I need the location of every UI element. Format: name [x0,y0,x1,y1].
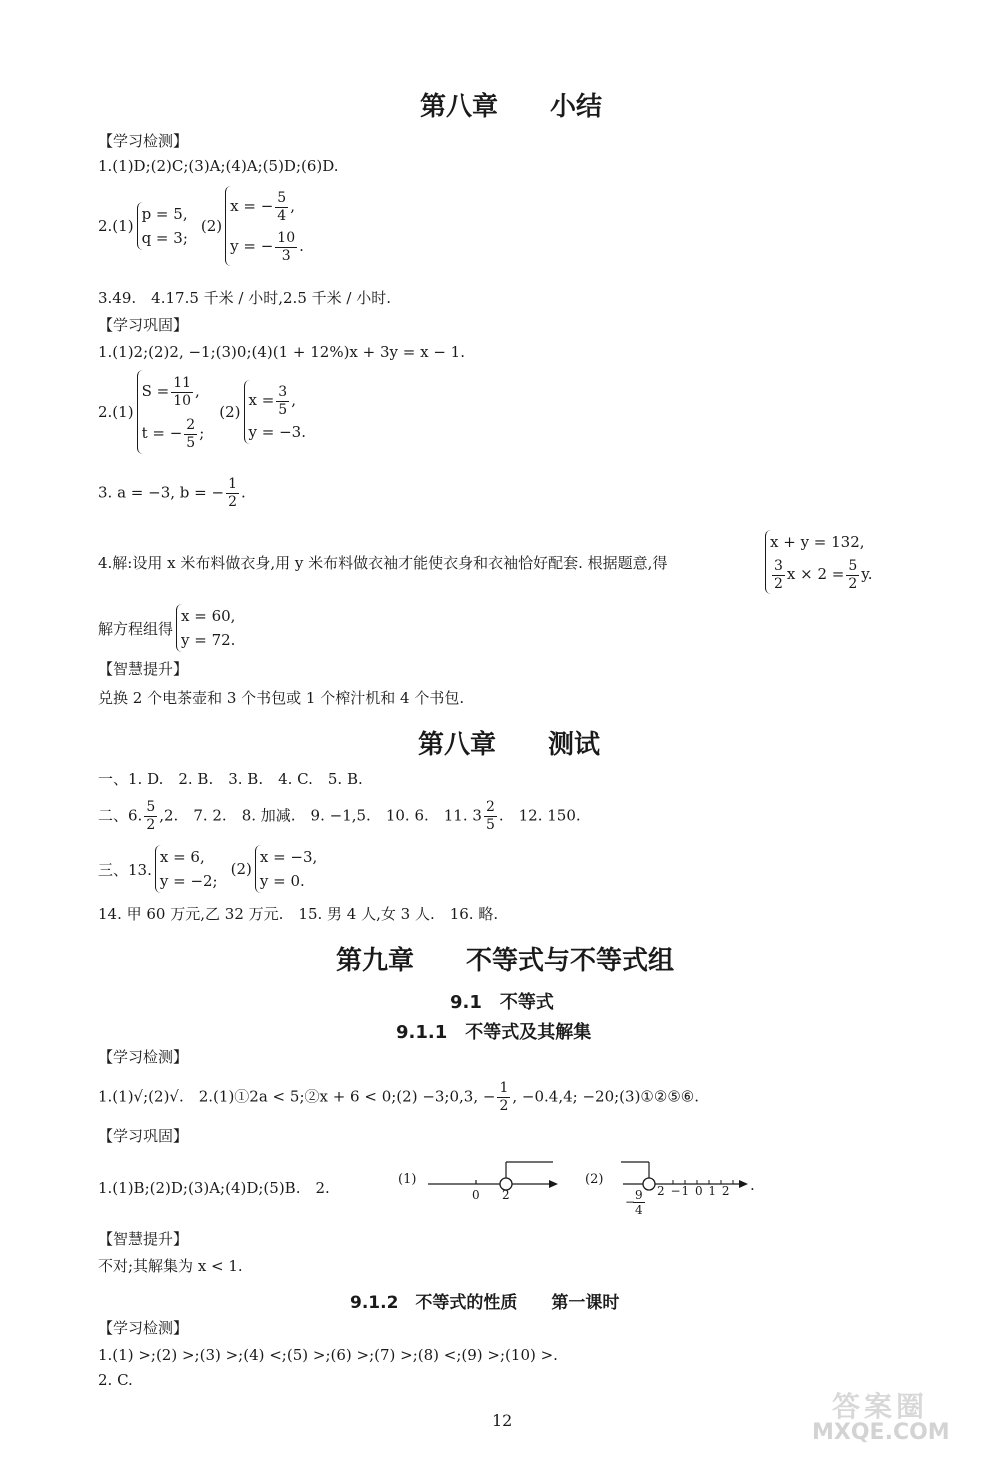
answer-line: 1.(1)D;(2)C;(3)A;(4)A;(5)D;(6)D. [98,157,339,175]
answer-line-systems [98,186,307,266]
section-header-wisdom: 【智慧提升】 [98,660,189,678]
number-line-graphic [398,1150,568,1205]
fraction [184,417,197,452]
equation-text: . [299,237,304,255]
numerator: 5 [848,557,858,574]
equation [770,554,873,594]
answer-line: 兑换 2 个电茶壶和 3 个书包或 1 个榨汁机和 4 个书包. [98,689,465,707]
equation-text: , [290,197,295,215]
number-line-2 [585,1150,765,1225]
equation-system [137,202,188,250]
chapter8-test-title: 第八章 测试 [418,730,601,760]
equation: y = 72. [181,631,236,649]
equation [142,370,205,412]
equation-text: x = − [230,197,274,215]
equation-system [176,604,235,652]
fraction [275,190,288,225]
answer-line [98,1080,699,1115]
denominator: 2 [146,817,156,833]
equation: x = 60, [181,607,236,625]
fraction [275,230,297,265]
equation [142,412,205,454]
equation: x = −3, [259,848,318,866]
chapter8-summary-title: 第八章 小结 [420,92,603,122]
watermark-logo [812,1385,992,1445]
item-label: (2) [219,403,241,421]
equation: y = −2; [159,872,218,890]
item-label: (2) [230,860,252,878]
fraction [171,375,193,410]
answer-line [98,476,246,511]
equation-system [244,380,306,444]
fraction [226,476,239,511]
fraction [772,558,785,593]
denominator: 2 [774,575,783,592]
equation [230,226,304,266]
answer-line: 1.(1)B;(2)D;(3)A;(4)D;(5)B. 2. [98,1179,330,1197]
section-title: 9.1 不等式 [450,992,554,1013]
equation-text: 3. a = −3, b = − [98,483,225,502]
answer-text: . 12. 150. [498,806,581,825]
numerator: 5 [277,189,287,206]
equation: x + y = 132, [770,533,865,551]
answer-line-systems [98,370,309,454]
period: . [750,1176,755,1194]
tick-labels: 2 −1 0 1 2 [657,1184,731,1198]
equation-system [762,530,876,594]
equation-system [225,186,304,266]
equation-text: y. [861,565,873,583]
answer-line: 2. C. [98,1371,133,1389]
denominator: 10 [173,392,192,409]
equation: y = −3. [248,423,306,441]
equation-text: S = [141,382,170,400]
answer-line [98,799,581,834]
denominator: 2 [848,575,858,592]
denominator: 5 [278,401,288,418]
denominator: 2 [499,1098,509,1114]
watermark-cn: 答案圈 [832,1390,929,1423]
equation: q = 3; [141,229,188,247]
answer-line-systems [98,604,238,652]
equation-system [155,845,218,893]
section-header-wisdom: 【智慧提升】 [98,1230,189,1248]
fraction [276,384,289,419]
numerator: 2 [186,416,196,433]
equation-text: , [195,382,200,400]
equation: p = 5, [141,205,188,223]
answer-text: 二、6. [98,806,143,825]
subsection-title: 9.1.2 不等式的性质 第一课时 [350,1293,620,1313]
denominator: 5 [186,434,196,451]
equation-text: ; [199,424,205,442]
equation [230,186,304,226]
chapter9-title: 第九章 不等式与不等式组 [336,946,675,976]
denominator: 3 [281,247,291,264]
item-label: 解方程组得 [98,619,174,638]
watermark-url: MXQE.COM [812,1420,950,1445]
item-label: (2) [585,1172,604,1187]
answer-line: 1.(1) >;(2) >;(3) >;(4) <;(5) >;(6) >;(7) >;(8) <;(9) >;(10) >. [98,1346,558,1364]
number-line-1 [398,1150,568,1205]
answer-line-systems [98,845,320,893]
section-header-study-consolidate: 【学习巩固】 [98,316,189,334]
equation-system [255,845,317,893]
section-header-study-consolidate: 【学习巩固】 [98,1127,189,1145]
numerator: 3 [278,383,288,400]
equation-text: y = − [230,237,274,255]
answer-line: 1.(1)2;(2)2, −1;(3)0;(4)(1 + 12%)x + 3y = x − 1. [98,343,465,361]
fraction [144,799,157,834]
denominator: 4 [277,207,287,224]
equation: x = 6, [159,848,205,866]
equation-system [137,370,205,454]
item-label: 2.(1) [98,217,134,235]
answer-text: 1.(1)√;(2)√. 2.(1)①2a < 5;②x + 6 < 0;(2) −3;0,3, − [98,1087,496,1106]
numerator: 10 [277,229,296,246]
section-header-study-check: 【学习检测】 [98,1319,189,1337]
equation [249,380,306,420]
page-number: 12 [492,1411,513,1430]
numerator: 11 [173,374,192,391]
answer-line: 3.49. 4.17.5 千米 / 小时,2.5 千米 / 小时. [98,289,391,307]
item-label: (2) [200,217,223,235]
answer-line: 一、1. D. 2. B. 3. B. 4. C. 5. B. [98,770,363,788]
equation-text: t = − [141,424,183,442]
section-header-study-check: 【学习检测】 [98,132,189,150]
answer-line: 4.解:设用 x 米布料做衣身,用 y 米布料做衣袖才能使衣身和衣袖恰好配套. 根据题意,得 [98,554,668,572]
equation-text: x × 2 = [786,565,845,583]
item-label: 三、13. [98,860,152,879]
answer-line: 14. 甲 60 万元,乙 32 万元. 15. 男 4 人,女 3 人. 16. 略. [98,905,499,923]
numerator: 9 [635,1188,643,1202]
denominator: 2 [228,494,237,510]
fraction [497,1080,510,1115]
equation-text: . [240,483,246,502]
numerator: 5 [146,799,156,815]
numerator: 1 [499,1080,509,1096]
tick-label: 2 [502,1188,510,1202]
numerator: 2 [485,799,495,815]
numerator: 1 [228,476,237,492]
answer-line: 不对;其解集为 x < 1. [98,1257,243,1275]
equation: y = 0. [259,872,305,890]
denominator: 5 [485,817,495,833]
section-header-study-check: 【学习检测】 [98,1048,189,1066]
numerator: 3 [774,557,783,574]
equation-text: , [291,391,296,409]
item-label: 2.(1) [98,403,134,421]
equation-system-brace [765,530,873,594]
denominator: 4 [635,1203,643,1217]
fraction [484,799,497,834]
answer-text: ,2. 7. 2. 8. 加减. 9. −1,5. 10. 6. 11. 3 [159,806,482,825]
subsection-title: 9.1.1 不等式及其解集 [396,1022,592,1043]
answer-text: , −0.4,4; −20;(3)①②⑤⑥. [512,1087,699,1106]
minus-sign: − [625,1195,636,1209]
item-label: (1) [398,1172,417,1187]
tick-label: 0 [472,1188,480,1202]
equation-text: x = [248,391,275,409]
fraction [846,558,859,593]
